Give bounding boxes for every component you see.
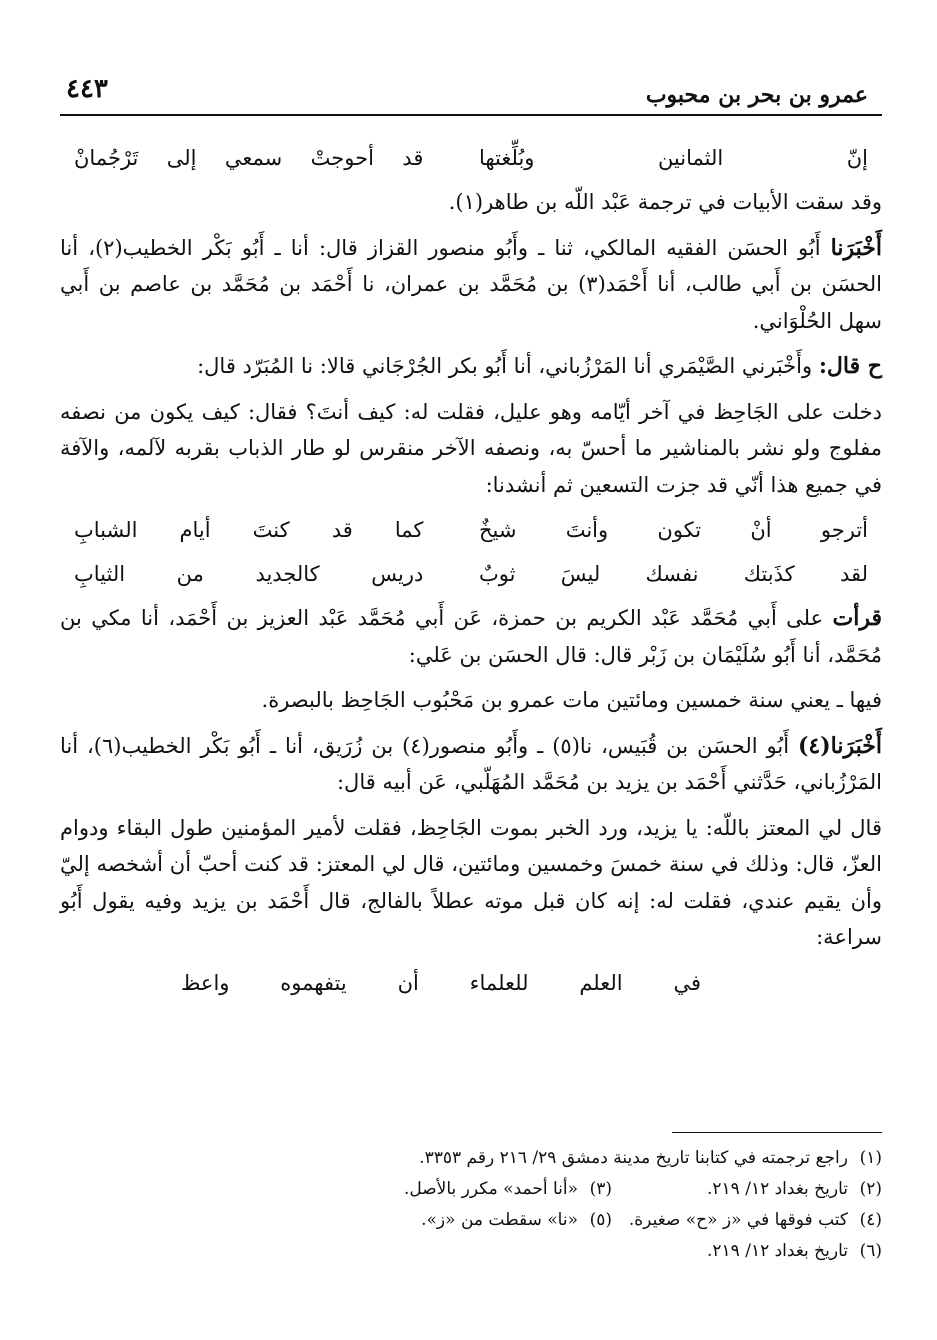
paragraph-text: أَبُو الحسَن بن قُبَيس، نا(٥) ـ وأَبُو منصور(٤) بن زُرَيق، أنا ـ أَبُو بَكْر الخطيب(٦)، أنا المَرْزُباني، حَدَّثني أَحْمَد بن يزيد بن مُحَمَّد المُهَلّبي، عَن أبيه قال: xyxy=(60,733,882,794)
paragraph-isnad-2 xyxy=(60,348,882,385)
verse-hemistich-second: دريس كالجديد من الثيابِ xyxy=(74,562,424,586)
lead-word: أَخْبَرَنا(٤) xyxy=(798,732,882,759)
paragraph-isnad-1 xyxy=(60,230,882,340)
footnote-number: (١) xyxy=(859,1148,882,1168)
running-title: عمرو بن بحر بن محبوب xyxy=(645,82,868,108)
footnote-6 xyxy=(707,1236,882,1267)
header-rule xyxy=(60,114,882,116)
verse-hemistich-second: قد أحوجتْ سمعي إلى تَرْجُمانْ xyxy=(74,146,424,170)
footnote-number: (٦) xyxy=(859,1241,882,1261)
footnote-2 xyxy=(612,1174,882,1205)
paragraph-narration-2: قال لي المعتز باللّه: يا يزيد، ورد الخبر بموت الجَاحِظ، فقلت لأمير المؤمنين طول البقاء ودوام العزّ، قال: وذلك في سنة خمسَ وخمسين ومائتين، قال لي المعتز: قد كنت أحبّ أن أشخصه إليّ وأن يقيم عندي، فقلت له: إنه كان قبل موته عطلاً بالفالج، قال أَحْمَد بن يزيد وفيه يقول أَبُو سراعة: xyxy=(60,815,882,949)
paragraph-text: على أَبي مُحَمَّد عَبْد الكريم بن حمزة، عَن أَبي مُحَمَّد عَبْد العزيز بن أَحْمَد، أنا مكي بن مُحَمَّد، أنا أَبُو سُلَيْمَان بن زَبْر قال: قال الحسَن بن عَلي: xyxy=(60,606,882,667)
footnote-number: (٢) xyxy=(859,1179,882,1199)
verse-line-4 xyxy=(60,965,882,1001)
paragraph-note-verses: وقد سقت الأبيات في ترجمة عَبْد اللّه بن طاهر(١). xyxy=(448,190,882,214)
verse-hemistich-second: كما قد كنتَ أيام الشبابِ xyxy=(74,518,424,542)
footnote-row xyxy=(60,1143,882,1174)
footnote-row xyxy=(60,1174,882,1205)
paragraph-isnad-4 xyxy=(60,728,882,801)
running-header xyxy=(60,64,882,116)
paragraph-death-year: فيها ـ يعني سنة خمسين ومائتين مات عمرو بن مَحْبُوب الجَاحِظ بالبصرة. xyxy=(261,688,882,712)
footnote-row xyxy=(60,1236,882,1267)
footnotes xyxy=(60,1132,882,1267)
paragraph-text: أَبُو الحسَن الفقيه المالكي، ثنا ـ وأَبُو منصور القزاز قال: أنا ـ أَبُو بَكْر الخطيب(٢)، أنا الحسَن بن أَبي طالب، أنا أَحْمَد(٣) بن مُحَمَّد بن عمران، نا أَحْمَد بن مُحَمَّد بن عاصم بن أَبي سهل الحُلْوَاني. xyxy=(60,235,882,333)
footnote-number: (٥) xyxy=(589,1210,612,1230)
footnote-text: كتب فوقها في «ز «ح» صغيرة. xyxy=(628,1210,848,1230)
verse-hemistich-first: أترجو أنْ تكون وأنتَ شيخٌ xyxy=(478,518,868,542)
main-text xyxy=(60,140,882,1001)
lead-word: قرأت xyxy=(832,605,882,631)
verse-hemistich-first: إنّ الثمانين وبُلِّغتها xyxy=(478,146,868,170)
footnote-4 xyxy=(612,1205,882,1236)
paragraph-isnad-3 xyxy=(60,600,882,673)
verse-line-2 xyxy=(60,512,882,548)
footnote-text: تاريخ بغداد ١٢/ ٢١٩. xyxy=(706,1179,848,1199)
page-number: ٤٤٣ xyxy=(66,74,108,104)
lead-word: أَخْبَرَنا xyxy=(830,234,882,261)
verse-text: في العلم للعلماء أن يتفهموه واعظ xyxy=(181,970,701,995)
verse-line-1 xyxy=(60,140,882,176)
footnote-text: «أنا أحمد» مكرر بالأصل. xyxy=(403,1179,578,1199)
footnote-row xyxy=(60,1205,882,1236)
footnote-text: راجع ترجمته في كتابنا تاريخ مدينة دمشق ٢٩/ ٢١٦ رقم ٣٣٥٣. xyxy=(419,1148,848,1168)
footnote-text: «نا» سقطت من «ز». xyxy=(421,1210,578,1230)
lead-word: ح قال: xyxy=(818,353,882,379)
footnote-5 xyxy=(421,1205,612,1236)
footnote-1 xyxy=(419,1143,882,1174)
footnote-number: (٤) xyxy=(859,1210,882,1230)
footnote-text: تاريخ بغداد ١٢/ ٢١٩. xyxy=(706,1241,848,1261)
paragraph-text: وأَخْبَرني الصَّيْمَري أنا المَرْزُباني، أنا أَبُو بكر الجُرْجَاني قالا: نا المُبَرّد قال: xyxy=(197,354,819,378)
verse-hemistich-first: لقد كذَبتك نفسك ليسَ ثوبٌ xyxy=(478,562,868,586)
footnote-number: (٣) xyxy=(589,1179,612,1199)
footnote-3 xyxy=(404,1174,612,1205)
paragraph-narration-1: دخلت على الجَاحِظ في آخر أيّامه وهو عليل، فقلت له: كيف أنتَ؟ فقال: كيف يكون من نصفه مفلوج ولو نشر بالمناشير ما أحسّ به، ونصفه الآخر منقرس لو طار الذباب بقربه لآلمه، والآفة في جميع هذا أنّي قد جزت التسعين ثم أنشدنا: xyxy=(60,399,882,497)
book-page xyxy=(60,64,882,1304)
verse-line-3 xyxy=(60,556,882,592)
footnote-rule xyxy=(672,1132,882,1133)
